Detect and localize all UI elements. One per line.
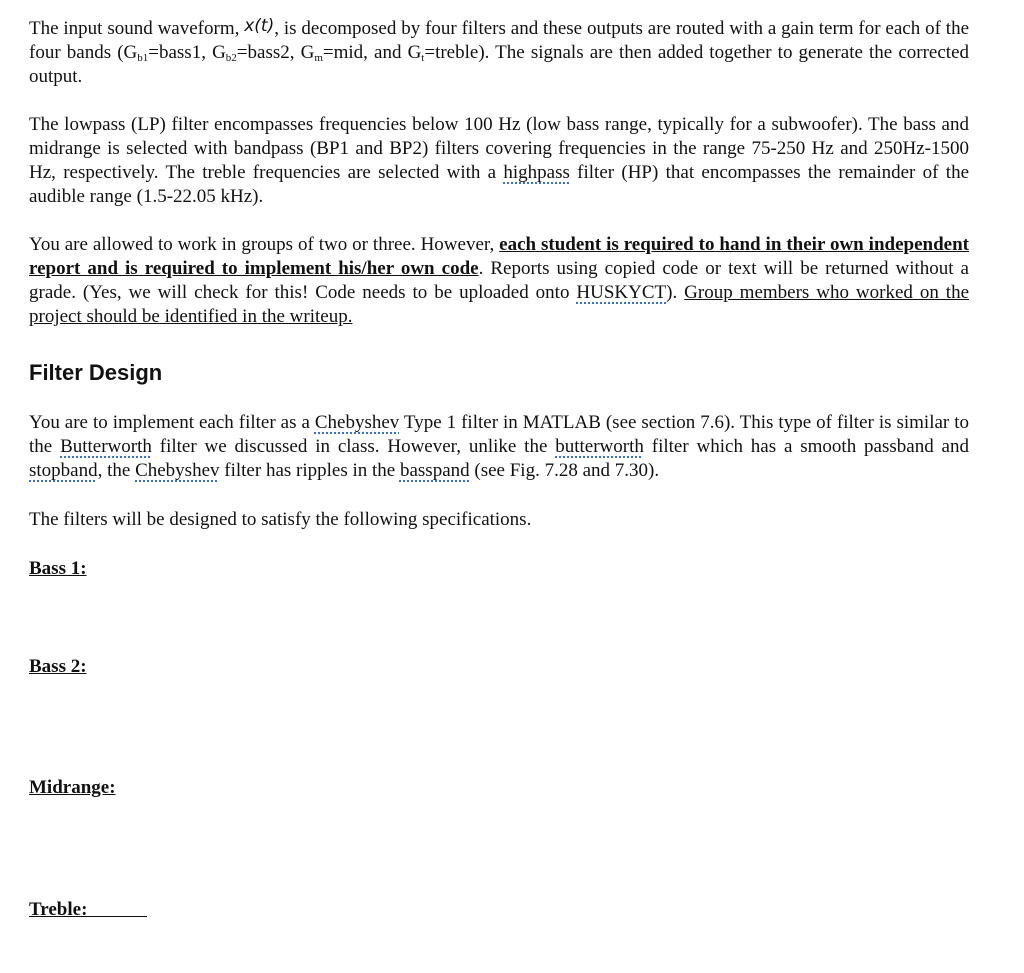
subscript: t [421, 52, 425, 64]
text: The lowpass (LP) filter encompasses frequencies below 100 Hz (low bass range, typically for a subwoofer). The bass and midrange is selected with bandpass (BP1 and BP2) filters covering frequencies in the range 75-250 Hz and 250Hz-1500 Hz, respectively. The treble frequencies are selected with a [29, 114, 969, 183]
text: The input sound waveform, [29, 18, 245, 39]
treble-label: Treble: [29, 899, 88, 920]
text: , the [97, 460, 136, 481]
text: filter has ripples in the [219, 460, 400, 481]
text: =bass2, G [236, 42, 315, 63]
subscript: b2 [225, 52, 237, 64]
spellcheck-word[interactable]: stopband [29, 460, 98, 481]
text: =mid, and G [322, 42, 422, 63]
section-heading: Filter Design [29, 360, 163, 385]
text: Type 1 filter in MATLAB (see section 7.6). This type of filter is similar to the [29, 412, 969, 457]
text: filter which has a smooth passband and [643, 436, 969, 457]
specifications-intro: The filters will be designed to satisfy the following specifications. [29, 509, 532, 530]
underlined-text: Group members who worked on the project should be identified in the writeup. [29, 282, 970, 327]
spellcheck-word[interactable]: Butterworth [60, 436, 152, 457]
spellcheck-word[interactable]: highpass [503, 162, 570, 183]
midrange-label: Midrange: [29, 777, 116, 798]
spellcheck-word[interactable]: basspand [399, 460, 470, 481]
bass1-label: Bass 1: [29, 558, 87, 579]
document-body [29, 14, 969, 329]
input-waveform-symbol: x(t) [244, 16, 275, 36]
text: filter (HP) that encompasses the remainder of the audible range (1.5-22.05 kHz). [29, 162, 969, 207]
subscript: b1 [137, 52, 149, 64]
text: filter we discussed in class. However, unlike the [151, 436, 556, 457]
blank-line [87, 916, 147, 917]
text: ). [666, 282, 685, 303]
text: =bass1, G [148, 42, 226, 63]
spellcheck-word[interactable]: butterworth [555, 436, 644, 457]
text: . Reports using copied code or text will be returned without a grade. (Yes, we will check for this! Code needs to be uploaded onto [29, 258, 969, 303]
text: (see Fig. 7.28 and 7.30). [469, 460, 660, 481]
filters-paragraph [29, 113, 969, 209]
text: You are to implement each filter as a [29, 412, 315, 433]
subscript: m [314, 52, 323, 64]
text: =treble). The signals are then added together to generate the corrected output. [29, 42, 969, 87]
spellcheck-word[interactable]: Chebyshev [314, 412, 400, 433]
groups-paragraph [29, 233, 969, 329]
bass2-label: Bass 2: [29, 656, 87, 677]
treble-line [29, 898, 147, 922]
text: You are allowed to work in groups of two or three. However, [29, 234, 500, 255]
intro-paragraph [29, 14, 969, 89]
text: , is decomposed by four filters and these outputs are routed with a gain term for each of the four bands (G [29, 18, 969, 63]
spellcheck-word[interactable]: HUSKYCT [576, 282, 667, 303]
filter-design-paragraph [29, 411, 969, 483]
spellcheck-word[interactable]: Chebyshev [135, 460, 220, 481]
bold-requirement-text: each student is required to hand in their own independent report and is required to implement his/her own code [29, 234, 969, 279]
